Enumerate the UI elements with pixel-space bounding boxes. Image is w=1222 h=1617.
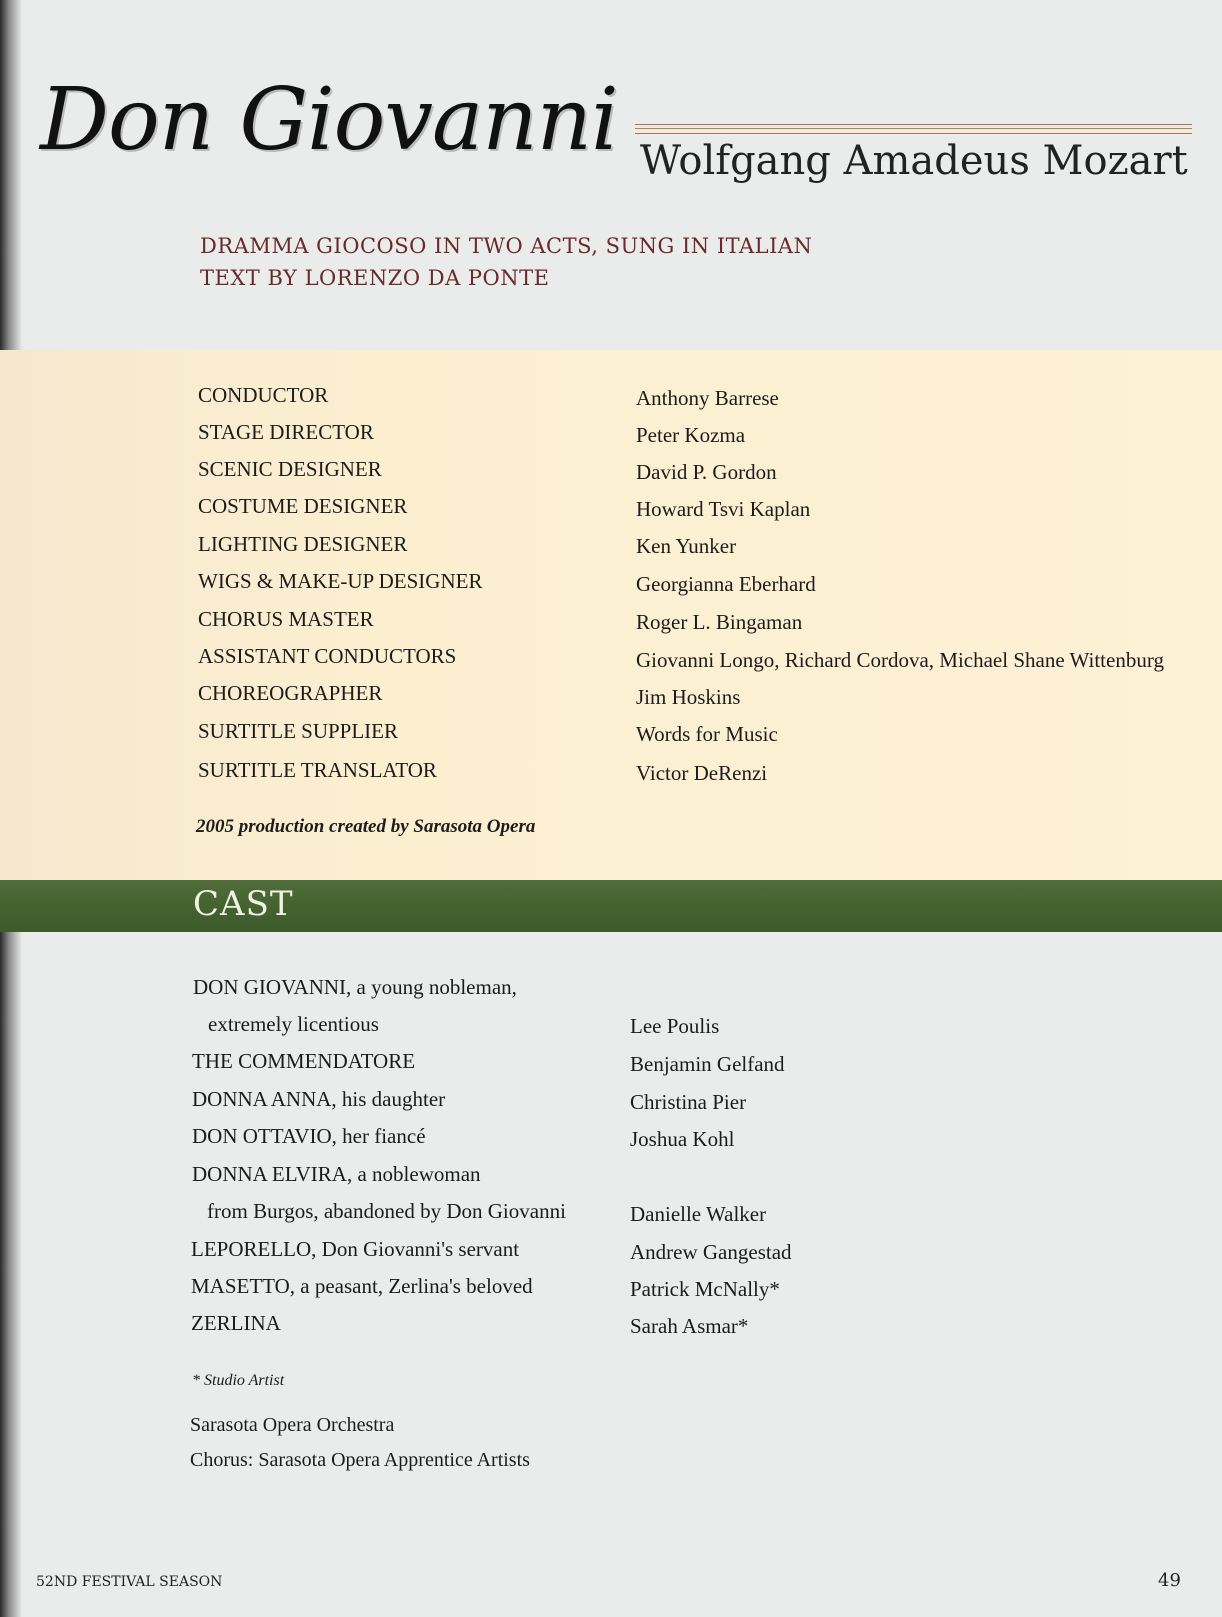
credit-name: Howard Tsvi Kaplan [636,497,811,521]
credit-name: Giovanni Longo, Richard Cordova, Michael Shane Wittenburg [636,648,1164,672]
studio-artist-footnote: * Studio Artist [192,1372,285,1389]
cast-role: DON OTTAVIO, her fiancé [192,1124,426,1148]
cast-role: MASETTO, a peasant, Zerlina's beloved [191,1274,533,1298]
cast-role: THE COMMENDATORE [192,1049,416,1073]
season-footer: 52ND FESTIVAL SEASON [36,1574,223,1590]
credit-name: Ken Yunker [636,534,737,558]
opera-description: DRAMMA GIOCOSO IN TWO ACTS, SUNG IN ITALIAN [200,234,813,258]
credit-role: SURTITLE SUPPLIER [198,719,399,743]
cast-role: DON GIOVANNI, a young nobleman, [193,975,517,999]
composer-name: Wolfgang Amadeus Mozart [640,138,1188,184]
credit-name: Victor DeRenzi [636,761,768,785]
cast-role-detail: extremely licentious [208,1012,379,1036]
credit-role: LIGHTING DESIGNER [198,532,408,556]
cast-heading: CAST [193,884,294,924]
cast-name: Andrew Gangestad [630,1240,792,1264]
cast-role: LEPORELLO, Don Giovanni's servant [191,1237,520,1261]
credit-role: CHOREOGRAPHER [198,681,383,705]
cast-name: Lee Poulis [630,1014,720,1038]
cast-role: DONNA ANNA, his daughter [192,1087,446,1111]
credit-role: WIGS & MAKE-UP DESIGNER [198,569,483,593]
page-title: Don Giovanni [40,70,618,170]
credits-band [0,350,1222,880]
cast-band [0,880,1222,932]
credit-name: Anthony Barrese [636,386,779,410]
title-rule [635,124,1192,134]
cast-name: Joshua Kohl [630,1127,735,1151]
credit-role: STAGE DIRECTOR [198,420,374,444]
cast-role-detail: from Burgos, abandoned by Don Giovanni [207,1199,566,1223]
cast-name: Christina Pier [630,1090,747,1114]
credit-role: CHORUS MASTER [198,607,374,631]
production-note: 2005 production created by Sarasota Opera [196,816,536,837]
cast-name: Benjamin Gelfand [630,1052,785,1076]
credit-role: ASSISTANT CONDUCTORS [198,644,457,668]
credit-role: CONDUCTOR [198,383,329,407]
cast-name: Danielle Walker [630,1202,767,1226]
credit-name: Roger L. Bingaman [636,610,803,634]
cast-role: ZERLINA [191,1311,281,1335]
cast-name: Sarah Asmar* [630,1314,749,1338]
credit-role: COSTUME DESIGNER [198,494,408,518]
ensemble-line: Sarasota Opera Orchestra [190,1414,395,1436]
credit-name: Georgianna Eberhard [636,572,816,596]
credit-role: SCENIC DESIGNER [198,457,382,481]
cast-role: DONNA ELVIRA, a noblewoman [192,1162,481,1186]
cast-name: Patrick McNally* [630,1277,780,1301]
librettist-line: TEXT BY LORENZO DA PONTE [200,266,550,290]
credit-name: Peter Kozma [636,423,746,447]
credit-name: Words for Music [636,722,778,746]
credit-name: David P. Gordon [636,460,777,484]
ensemble-line: Chorus: Sarasota Opera Apprentice Artists [190,1449,530,1471]
credit-name: Jim Hoskins [636,685,741,709]
credit-role: SURTITLE TRANSLATOR [198,758,437,782]
page-number: 49 [1158,1570,1181,1591]
